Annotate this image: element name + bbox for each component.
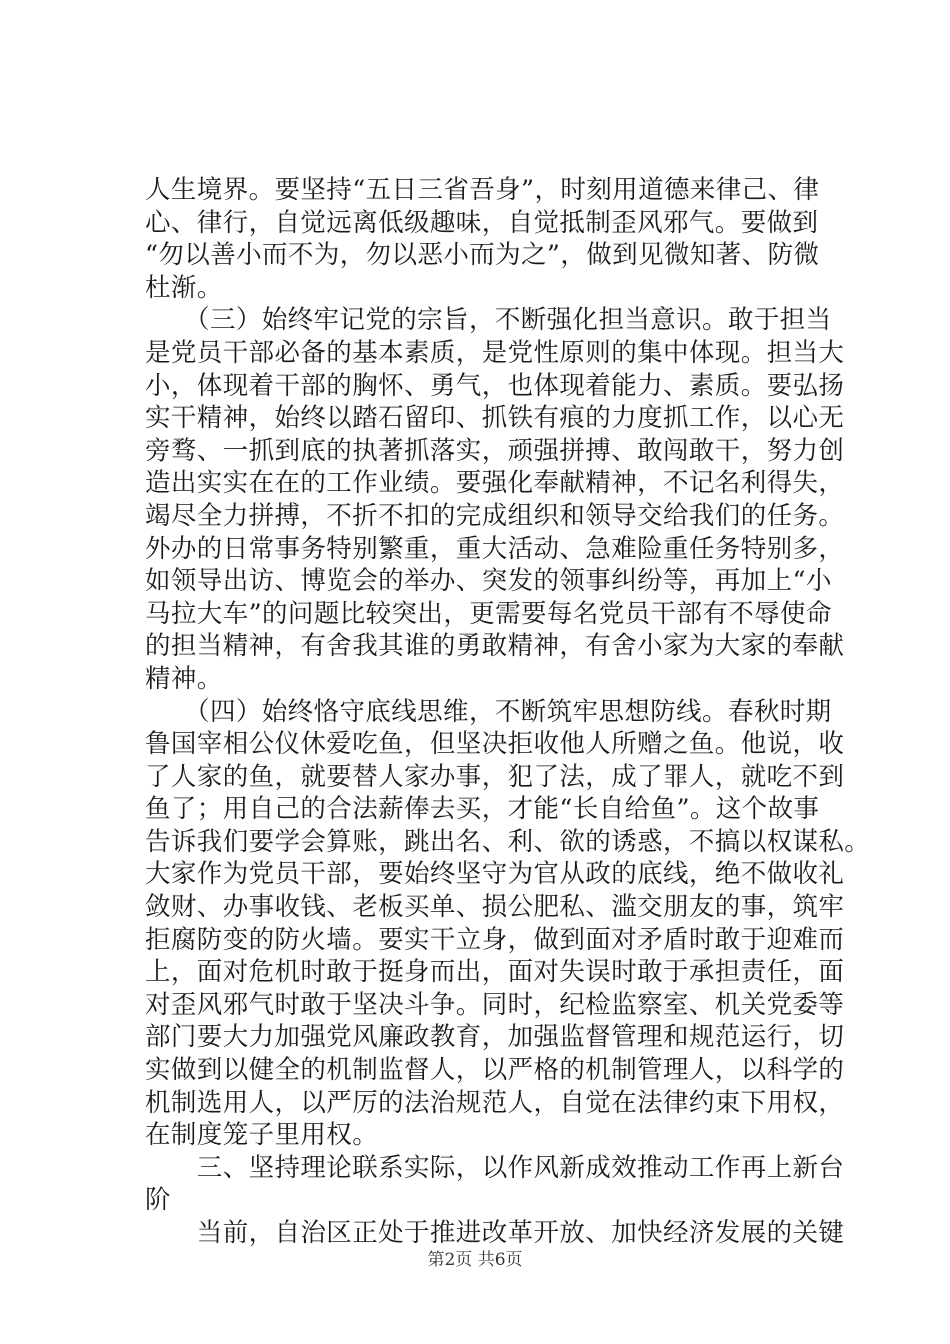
text-line: 是党员干部必备的基本素质，是党性原则的集中体现。担当大 [145, 337, 845, 368]
text-line: 大家作为党员干部，要始终坚守为官从政的底线，绝不做收礼 [145, 859, 845, 890]
text-line: 造出实实在在的工作业绩。要强化奉献精神，不记名利得失， [145, 468, 845, 499]
text-line: 人生境界。要坚持“五日三省吾身”，时刻用道德来律己、律 [145, 175, 820, 205]
section-heading-line: （三）始终牢记党的宗旨，不断强化担当意识。敢于担当 [145, 305, 832, 336]
text-line: 鲁国宰相公仪休爱吃鱼，但坚决拒收他人所赠之鱼。他说，收 [145, 729, 845, 760]
text-line: 部门要大力加强党风廉政教育，加强监督管理和规范运行，切 [145, 1022, 845, 1053]
text-line: 杜渐。 [145, 272, 223, 303]
text-line: 竭尽全力拼搏，不折不扣的完成组织和领导交给我们的任务。 [145, 500, 845, 531]
text-line: 小，体现着干部的胸怀、勇气，也体现着能力、素质。要弘扬 [145, 370, 845, 401]
text-line: 马拉大车”的问题比较突出，更需要每名党员干部有不辱使命 [145, 598, 832, 629]
page-number-footer: 第2页 共6页 [427, 1250, 523, 1270]
text-line: 对歪风邪气时敢于坚决斗争。同时，纪检监察室、机关党委等 [145, 989, 845, 1020]
text-line: 告诉我们要学会算账，跳出名、利、欲的诱惑，不搞以权谋私。 [145, 826, 871, 857]
text-line: 上，面对危机时敢于挺身而出，面对失误时敢于承担责任，面 [145, 957, 845, 988]
text-line: 当前，自治区正处于推进改革开放、加快经济发展的关键 [145, 1218, 845, 1248]
text-line: 外办的日常事务特别繁重，重大活动、急难险重任务特别多， [145, 533, 845, 564]
text-line: 敛财、办事收钱、老板买单、损公肥私、滥交朋友的事，筑牢 [145, 892, 845, 923]
text-line: 心、律行，自觉远离低级趣味，自觉抵制歪风邪气。要做到 [145, 207, 819, 238]
body-text [145, 174, 871, 1250]
section-heading-line: （四）始终恪守底线思维，不断筑牢思想防线。春秋时期 [145, 696, 832, 727]
section-heading-line: 三、坚持理论联系实际，以作风新成效推动工作再上新台 [145, 1152, 845, 1183]
text-line: 实干精神，始终以踏石留印、抓铁有痕的力度抓工作，以心无 [145, 403, 845, 434]
text-line: 鱼了；用自己的合法薪俸去买，才能“长自给鱼”。这个故事 [145, 794, 820, 825]
text-line: 在制度笼子里用权。 [145, 1120, 379, 1151]
text-line: “勿以善小而不为，勿以恶小而为之”，做到见微知著、防微 [145, 240, 820, 271]
section-heading-line: 阶 [145, 1185, 171, 1216]
text-line: 机制选用人，以严厉的法治规范人，自觉在法律约束下用权， [145, 1087, 845, 1118]
text-line: 了人家的鱼，就要替人家办事，犯了法，成了罪人，就吃不到 [145, 761, 845, 792]
text-line: 的担当精神，有舍我其谁的勇敢精神，有舍小家为大家的奉献 [145, 631, 845, 662]
text-line: 如领导出访、博览会的举办、突发的领事纠纷等，再加上“小 [145, 566, 832, 597]
text-line: 拒腐防变的防火墙。要实干立身，做到面对矛盾时敢于迎难而 [145, 924, 845, 955]
text-line: 旁骛、一抓到底的执著抓落实，顽强拼搏、敢闯敢干，努力创 [145, 435, 845, 466]
text-line: 实做到以健全的机制监督人，以严格的机制管理人，以科学的 [145, 1055, 845, 1086]
text-line: 精神。 [145, 663, 223, 694]
